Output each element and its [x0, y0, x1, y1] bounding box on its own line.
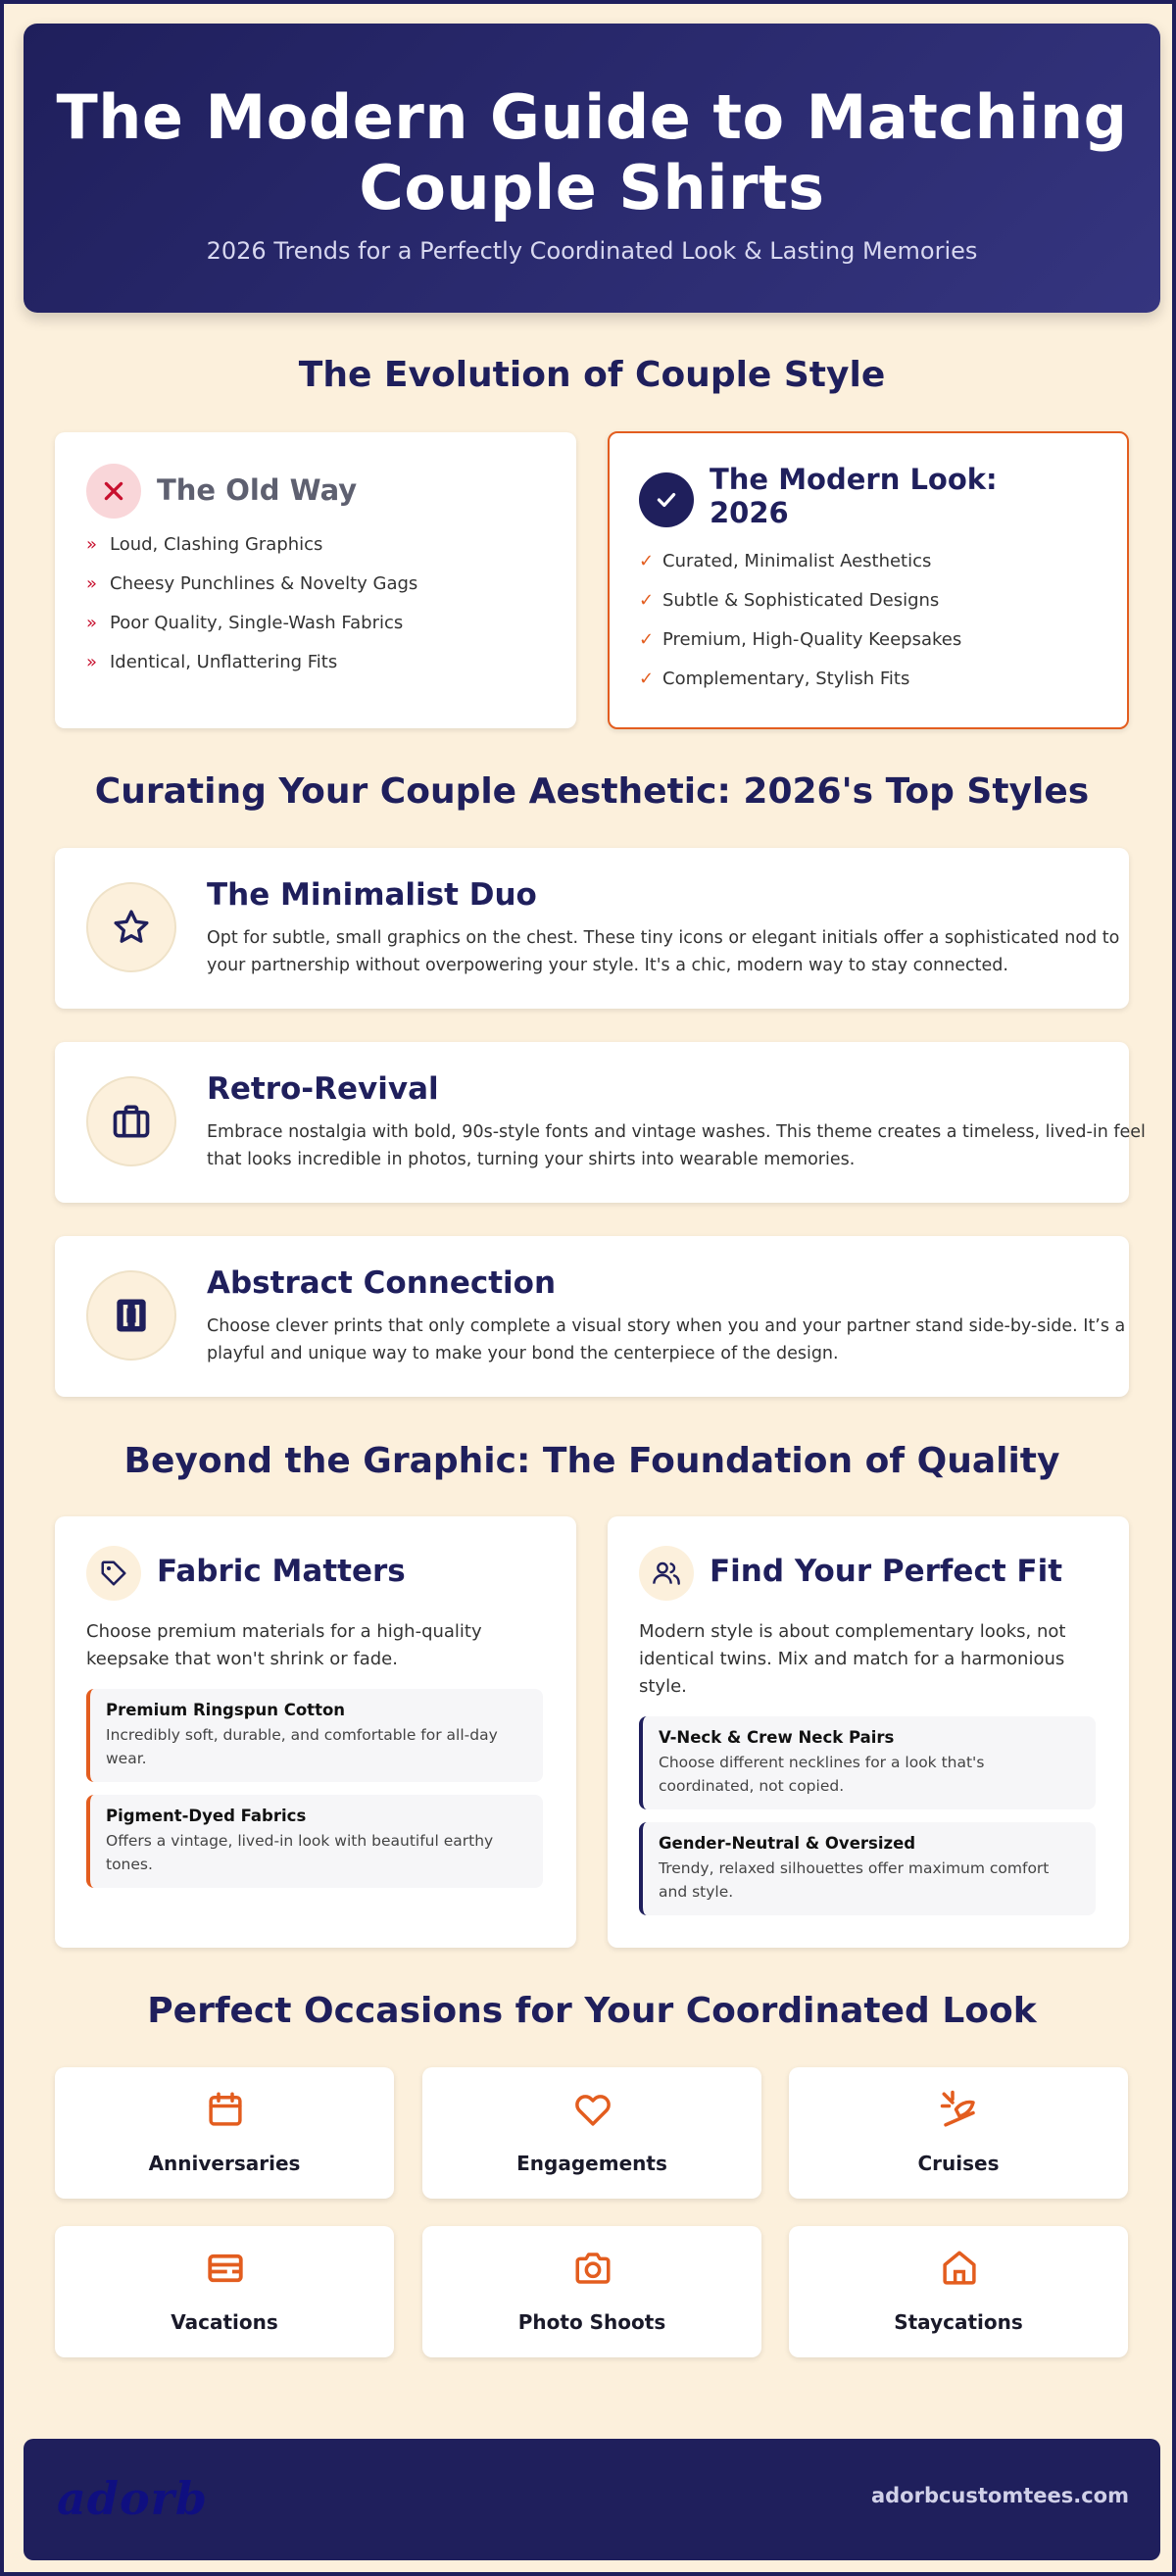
occasion-label: Vacations: [171, 2310, 278, 2334]
page-title: The Modern Guide to Matching Couple Shirts: [56, 81, 1128, 223]
style-title: Abstract Connection: [207, 1265, 557, 1301]
ship-icon: [939, 2089, 980, 2130]
list-item: ✓ Curated, Minimalist Aesthetics: [639, 551, 932, 571]
feature-desc: Trendy, relaxed silhouettes offer maximum comfort and style.: [659, 1859, 1050, 1901]
list-item: » Cheesy Punchlines & Novelty Gags: [86, 573, 418, 594]
occasion-card-staycations: [789, 2226, 1128, 2357]
list-item: » Loud, Clashing Graphics: [86, 534, 323, 555]
occasion-label: Staycations: [894, 2310, 1023, 2334]
feature-desc: Choose different necklines for a look that's coordinated, not copied.: [659, 1754, 985, 1795]
old-way-list: [86, 534, 417, 691]
style-title: The Minimalist Duo: [207, 877, 537, 913]
occasions-section-title: Perfect Occasions for Your Coordinated Look: [147, 1991, 1037, 2031]
fit-intro: Modern style is about complementary looks, not identical twins. Mix and match for a harmonious style.: [639, 1621, 1066, 1697]
brackets-icon: [86, 1270, 176, 1361]
home-icon: [939, 2248, 980, 2289]
feature-name: Premium Ringspun Cotton: [106, 1701, 346, 1719]
calendar-icon: [205, 2089, 246, 2130]
feature-name: Gender-Neutral & Oversized: [659, 1834, 916, 1853]
modern-look-card: [608, 431, 1129, 729]
briefcase-icon: [86, 1076, 176, 1166]
heart-icon: [572, 2089, 613, 2130]
modern-look-list: [639, 551, 961, 708]
feature-desc: Incredibly soft, durable, and comfortable for all-day wear.: [106, 1726, 498, 1767]
occasion-label: Engagements: [516, 2152, 667, 2175]
fabric-title: Fabric Matters: [157, 1554, 406, 1589]
quality-section-title: Beyond the Graphic: The Foundation of Quality: [123, 1441, 1060, 1481]
occasion-card-vacations: [55, 2226, 394, 2357]
fit-card: [608, 1516, 1129, 1948]
modern-look-title: The Modern Look: 2026: [710, 463, 998, 529]
list-item: ✓ Premium, High-Quality Keepsakes: [639, 629, 962, 650]
old-way-title: The Old Way: [157, 473, 358, 507]
hero-banner: [24, 24, 1160, 313]
style-description: Opt for subtle, small graphics on the chest. These tiny icons or elegant initials offer a sophisticated nod to your partnership without overpowering your style. It's a chic, modern way to stay connected.: [207, 928, 1120, 975]
brand-logo: adorb: [57, 2472, 209, 2525]
style-card-retro: [55, 1042, 1146, 1203]
feature-box: [86, 1689, 543, 1782]
x-icon: [86, 464, 141, 519]
occasion-card-anniversaries: [55, 2067, 394, 2199]
feature-name: V-Neck & Crew Neck Pairs: [659, 1728, 895, 1747]
occasion-label: Photo Shoots: [517, 2310, 666, 2334]
list-item: ✓ Subtle & Sophisticated Designs: [639, 590, 940, 611]
users-icon: [639, 1546, 694, 1601]
camera-icon: [572, 2248, 613, 2289]
feature-box: [86, 1795, 543, 1888]
styles-section-title: Curating Your Couple Aesthetic: 2026's Top Styles: [94, 771, 1090, 812]
list-item: ✓ Complementary, Stylish Fits: [639, 669, 910, 689]
ticket-icon: [205, 2248, 246, 2289]
list-item: » Identical, Unflattering Fits: [86, 652, 338, 672]
style-title: Retro-Revival: [207, 1071, 439, 1107]
style-description: Choose clever prints that only complete a visual story when you and your partner stand side-by-side. It’s a playful and unique way to make your bond the centerpiece of the design.: [207, 1316, 1126, 1363]
feature-name: Pigment-Dyed Fabrics: [106, 1807, 307, 1825]
tag-icon: [86, 1546, 141, 1601]
style-card-minimalist: [55, 848, 1129, 1009]
style-card-abstract: [55, 1236, 1129, 1397]
feature-box: [639, 1716, 1096, 1809]
feature-box: [639, 1822, 1096, 1915]
occasion-card-engagements: [422, 2067, 761, 2199]
occasion-card-cruises: [789, 2067, 1128, 2199]
fit-title: Find Your Perfect Fit: [710, 1554, 1063, 1589]
list-item: » Poor Quality, Single-Wash Fabrics: [86, 613, 404, 633]
page-subtitle: 2026 Trends for a Perfectly Coordinated Look & Lasting Memories: [206, 237, 978, 265]
occasion-label: Anniversaries: [148, 2152, 301, 2175]
fabric-card: [55, 1516, 576, 1948]
check-icon: [639, 472, 694, 527]
evolution-section-title: The Evolution of Couple Style: [298, 355, 886, 395]
occasion-card-photo-shoots: [422, 2226, 761, 2357]
website-link[interactable]: adorbcustomtees.com: [870, 2484, 1129, 2507]
style-description: Embrace nostalgia with bold, 90s-style fonts and vintage washes. This theme creates a timeless, lived-in feel that looks incredible in photos, turning your shirts into wearable memories.: [207, 1122, 1146, 1169]
footer: [24, 2439, 1160, 2560]
occasion-label: Cruises: [917, 2152, 1000, 2175]
star-icon: [86, 882, 176, 972]
feature-desc: Offers a vintage, lived-in look with beautiful earthy tones.: [106, 1832, 494, 1873]
old-way-card: [55, 432, 576, 728]
fabric-intro: Choose premium materials for a high-quality keepsake that won't shrink or fade.: [86, 1621, 482, 1669]
